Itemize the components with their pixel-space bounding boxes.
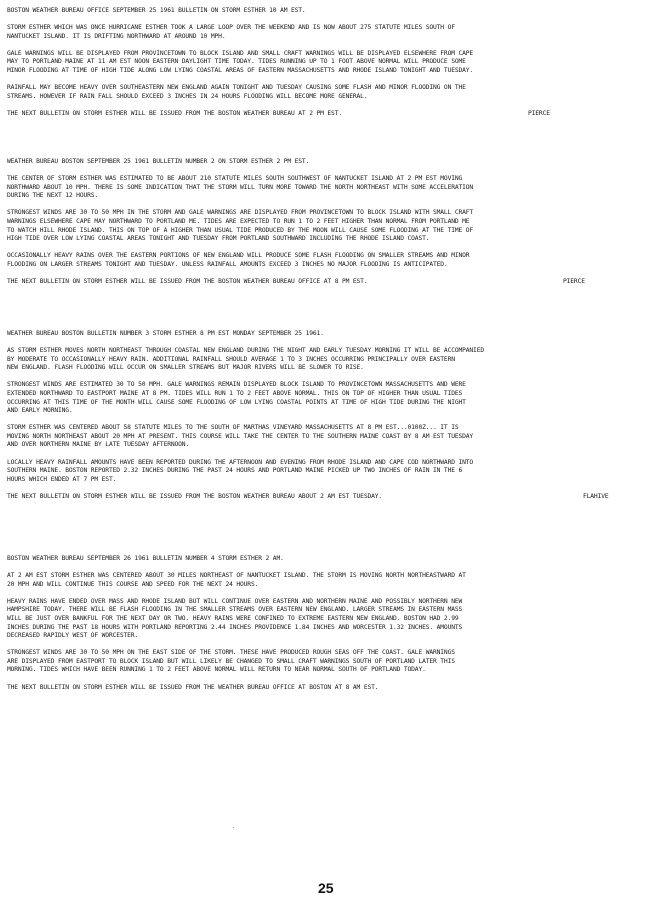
text-line: STREAMS. HOWEVER IF RAIN FALL SHOULD EXCEED 3 INCHES IN 24 HOURS FLOODING WILL BECOME MORE GENERAL. [7, 92, 368, 100]
text-line: MOVING NORTH NORTHEAST ABOUT 20 MPH AT PRESENT. THIS COURSE WILL TAKE THE CENTER TO THE SOUTHERN MAINE COAST BY 8 AM EST TUESDAY [7, 432, 474, 440]
page-number: 25 [318, 880, 334, 896]
bulletin-paragraph [7, 649, 652, 675]
text-line: NANTUCKET ISLAND. IT IS DRIFTING NORTHWARD AT AROUND 10 MPH. [7, 32, 226, 40]
text-line: TO WATCH HILL RHODE ISLAND. THIS ON TOP OF A HIGHER THAN USUAL TIDE PRODUCED BY THE MOON WILL CAUSE SOME FLOODING AT THE TIME OF [7, 226, 474, 234]
bulletin-paragraph [7, 24, 652, 41]
text-line: STRONGEST WINDS ARE 30 TO 50 MPH IN THE STORM AND GALE WARNINGS ARE DISPLAYED FROM PROVINCETOWN TO BLOCK ISLAND WITH SMALL CRAFT [7, 209, 474, 217]
bulletin-3 [7, 330, 652, 501]
bulletin-paragraph [7, 459, 652, 485]
bulletin-paragraph [7, 50, 652, 76]
text-line: OCCASIONALLY HEAVY RAINS OVER THE EASTERN PORTIONS OF NEW ENGLAND WILL PRODUCE SOME FLASH FLOODING ON SMALLER STREAMS AND MINOR [7, 252, 470, 260]
text-line: DECREASED RAPIDLY WEST OF WORCESTER. [7, 632, 139, 640]
text-line: NEW ENGLAND. FLASH FLOODING WILL OCCUR ON SMALLER STREAMS BUT MAJOR RIVERS WILL BE SLOWER TO RISE. [7, 364, 364, 372]
text-line: THE CENTER OF STORM ESTHER WAS ESTIMATED TO BE ABOUT 210 STATUTE MILES SOUTH SOUTHWEST OF NANTUCKET ISLAND AT 2 PM EST MOVING [7, 175, 463, 183]
bulletin-paragraph [7, 347, 652, 373]
bulletin-4 [7, 555, 652, 692]
text-line: WARNINGS ELSEWHERE CAPE MAY NORTHWARD TO PORTLAND ME. TIDES ARE EXPECTED TO RUN 1 TO 2 FEET HIGHER THAN NORMAL FROM PORTLAND ME [7, 217, 470, 225]
text-line: HIGH TIDE OVER LOW LYING COASTAL AREAS TONIGHT AND TUESDAY FROM PORTLAND SOUTHWARD INCLUDING THE RHODE ISLAND COAST. [7, 235, 430, 243]
text-line: HOURS WHICH ENDED AT 7 PM EST. [7, 475, 117, 483]
text-line: MINOR FLOODING AT TIME OF HIGH TIDE ALONG LOW LYING COASTAL AREAS OF EASTERN MASSACHUSETTS AND RHODE ISLAND TONIGHT AND TUESDAY. [7, 66, 474, 74]
text-line: SOUTHERN MAINE. BOSTON REPORTED 2.32 INCHES DURING THE PAST 24 HOURS AND PORTLAND MAINE PICKED UP TWO INCHES OF RAIN IN THE 6 [7, 467, 463, 475]
bulletin-paragraph [7, 252, 652, 269]
bulletin-closing-line [7, 278, 652, 287]
text-line: INCHES DURING THE PAST 18 HOURS WITH PORTLAND REPORTING 2.44 INCHES PROVIDENCE 1.84 INCHES AND WORCESTER 1.32 INCHES. AMOUNTS [7, 623, 463, 631]
bulletin-2 [7, 158, 652, 287]
bulletin-paragraph [7, 598, 652, 641]
text-line: RAINFALL MAY BECOME HEAVY OVER SOUTHEASTERN NEW ENGLAND AGAIN TONIGHT AND TUESDAY CAUSING SOME FLASH AND MINOR FLOODING ON THE [7, 84, 466, 92]
text-line: 20 MPH AND WILL CONTINUE THIS COURSE AND SPEED FOR THE NEXT 24 HOURS. [7, 580, 259, 588]
bulletin-closing-line [7, 493, 652, 502]
bulletin-paragraph [7, 381, 652, 415]
forecaster-signature: PIERCE [528, 109, 550, 117]
bulletin-heading: WEATHER BUREAU BOSTON SEPTEMBER 25 1961 BULLETIN NUMBER 2 ON STORM ESTHER 2 PM EST. [7, 158, 310, 165]
text-line: MORNING. TIDES WHICH HAVE BEEN RUNNING 1 TO 2 FEET ABOVE NORMAL WILL RETURN TO NEAR NORMAL SOUTH OF PORTLAND TODAY. [7, 666, 426, 674]
forecaster-signature: PIERCE [563, 277, 585, 285]
text-line: NORTHWARD ABOUT 10 MPH. THERE IS SOME INDICATION THAT THE STORM WILL TURN MORE TOWARD THE NORTH NORTHEAST WITH SOME ACCELERATION [7, 183, 474, 191]
text-line: FLOODING ON LARGER STREAMS TONIGHT AND TUESDAY. UNLESS RAINFALL AMOUNTS EXCEED 3 INCHES NO MAJOR FLOODING IS ANTICIPATED. [7, 260, 448, 268]
text-line: GALE WARNINGS WILL BE DISPLAYED FROM PROVINCETOWN TO BLOCK ISLAND AND SMALL CRAFT WARNINGS WILL BE DISPLAYED ELSEWHERE FROM CAPE [7, 49, 474, 57]
text-line: STORM ESTHER WAS CENTERED ABOUT 58 STATUTE MILES TO THE SOUTH OF MARTHAS VINEYARD MASSACHUSETTS AT 8 PM EST...0100Z... IT IS [7, 424, 459, 432]
bulletin-paragraph [7, 84, 652, 101]
bulletin-heading: WEATHER BUREAU BOSTON BULLETIN NUMBER 3 STORM ESTHER 8 PM EST MONDAY SEPTEMBER 25 1961. [7, 330, 324, 337]
text-line: ARE DISPLAYED FROM EASTPORT TO BLOCK ISLAND BUT WILL LIKELY BE CHANGED TO SMALL CRAFT WARNINGS SOUTH OF PORTLAND LATER THIS [7, 657, 455, 665]
next-bulletin-notice: THE NEXT BULLETIN ON STORM ESTHER WILL BE ISSUED FROM THE BOSTON WEATHER BUREAU AT 2 PM EST. [7, 109, 342, 117]
bulletin-closing-line [7, 110, 652, 119]
text-line: MAY TO PORTLAND MAINE AT 11 AM EST NOON EASTERN DAYLIGHT TIME TODAY. TIDES RUNNING UP TO 1 FOOT ABOVE NORMAL WILL PRODUCE SOME [7, 58, 466, 66]
text-line: HAMPSHIRE TODAY. THERE WILL BE FLASH FLOODING IN THE SMALLER STREAMS OVER EASTERN NEW ENGLAND. LARGER STREAMS IN EASTERN MASS [7, 606, 463, 614]
bulletin-paragraph [7, 175, 652, 201]
text-line: HEAVY RAINS HAVE ENDED OVER MASS AND RHODE ISLAND BUT WILL CONTINUE OVER EASTERN AND NORTHERN MAINE AND POSSIBLY NORTHERN NEW [7, 597, 463, 605]
text-line: STORM ESTHER WHICH WAS ONCE HURRICANE ESTHER TOOK A LARGE LOOP OVER THE WEEKEND AND IS NOW ABOUT 275 STATUTE MILES SOUTH OF [7, 24, 455, 32]
text-line: OCCURRING AT THIS TIME OF THE MONTH WILL CAUSE SOME FLOODING OF LOW LYING COASTAL POINTS AT TIME OF HIGH TIDE DURING THE NIGHT [7, 398, 466, 406]
bulletin-paragraph [7, 424, 652, 450]
next-bulletin-notice: THE NEXT BULLETIN ON STORM ESTHER WILL BE ISSUED FROM THE WEATHER BUREAU OFFICE AT BOSTON AT 8 AM EST. [7, 683, 379, 691]
text-line: DURING THE NEXT 12 HOURS. [7, 192, 99, 200]
text-line: AS STORM ESTHER MOVES NORTH NORTHEAST THROUGH COASTAL NEW ENGLAND DURING THE NIGHT AND EARLY TUESDAY MORNING IT WILL BE ACCOMPANIED [7, 347, 484, 355]
bulletin-paragraph [7, 572, 652, 589]
text-line: WILL BE JUST OVER BANKFUL FOR THE NEXT DAY OR TWO. HEAVY RAINS WERE CONFINED TO EXTREME EASTERN NEW ENGLAND. BOSTON HAD 2.99 [7, 614, 459, 622]
text-line: AT 2 AM EST STORM ESTHER WAS CENTERED ABOUT 30 MILES NORTHEAST OF NANTUCKET ISLAND. THE STORM IS MOVING NORTH NORTHEASTWARD AT [7, 572, 466, 580]
bulletin-paragraph [7, 209, 652, 243]
bulletin-heading: BOSTON WEATHER BUREAU SEPTEMBER 26 1961 BULLETIN NUMBER 4 STORM ESTHER 2 AM. [7, 555, 284, 562]
next-bulletin-notice: THE NEXT BULLETIN ON STORM ESTHER WILL BE ISSUED FROM THE BOSTON WEATHER BUREAU ABOUT 2 AM EST TUESDAY. [7, 492, 383, 500]
text-line: STRONGEST WINDS ARE 30 TO 50 MPH ON THE EAST SIDE OF THE STORM. THESE HAVE PRODUCED ROUGH SEAS OFF THE COAST. GALE WARNINGS [7, 649, 455, 657]
scan-speck [233, 827, 234, 828]
text-line: AND EARLY MORNING. [7, 407, 73, 415]
text-line: STRONGEST WINDS ARE ESTIMATED 30 TO 50 MPH. GALE WARNINGS REMAIN DISPLAYED BLOCK ISLAND TO PROVINCETOWN MASSACHUSETTS AND WERE [7, 381, 466, 389]
text-line: BY MODERATE TO OCCASIONALLY HEAVY RAIN. ADDITIONAL RAINFALL SHOULD AVERAGE 1 TO 3 INCHES OCCURRING PRINCIPALLY OVER EASTERN [7, 355, 455, 363]
forecaster-signature: FLAHIVE [583, 492, 609, 500]
next-bulletin-notice: THE NEXT BULLETIN ON STORM ESTHER WILL BE ISSUED FROM THE BOSTON WEATHER BUREAU OFFICE AT 8 PM EST. [7, 277, 368, 285]
bulletin-1 [7, 7, 652, 118]
text-line: EXTENDED NORTHWARD TO EASTPORT MAINE AT 8 PM. TIDES WILL RUN 1 TO 2 FEET ABOVE NORMAL. THIS ON TOP OF HIGHER THAN USUAL TIDES [7, 389, 463, 397]
text-line: AND OVER NORTHERN MAINE BY LATE TUESDAY AFTERNOON. [7, 441, 190, 449]
bulletin-closing-line [7, 684, 652, 693]
bulletin-heading: BOSTON WEATHER BUREAU OFFICE SEPTEMBER 25 1961 BULLETIN ON STORM ESTHER 10 AM EST. [7, 7, 306, 14]
text-line: LOCALLY HEAVY RAINFALL AMOUNTS HAVE BEEN REPORTED DURING THE AFTERNOON AND EVENING FROM RHODE ISLAND AND CAPE COD NORTHWARD INTO [7, 458, 474, 466]
